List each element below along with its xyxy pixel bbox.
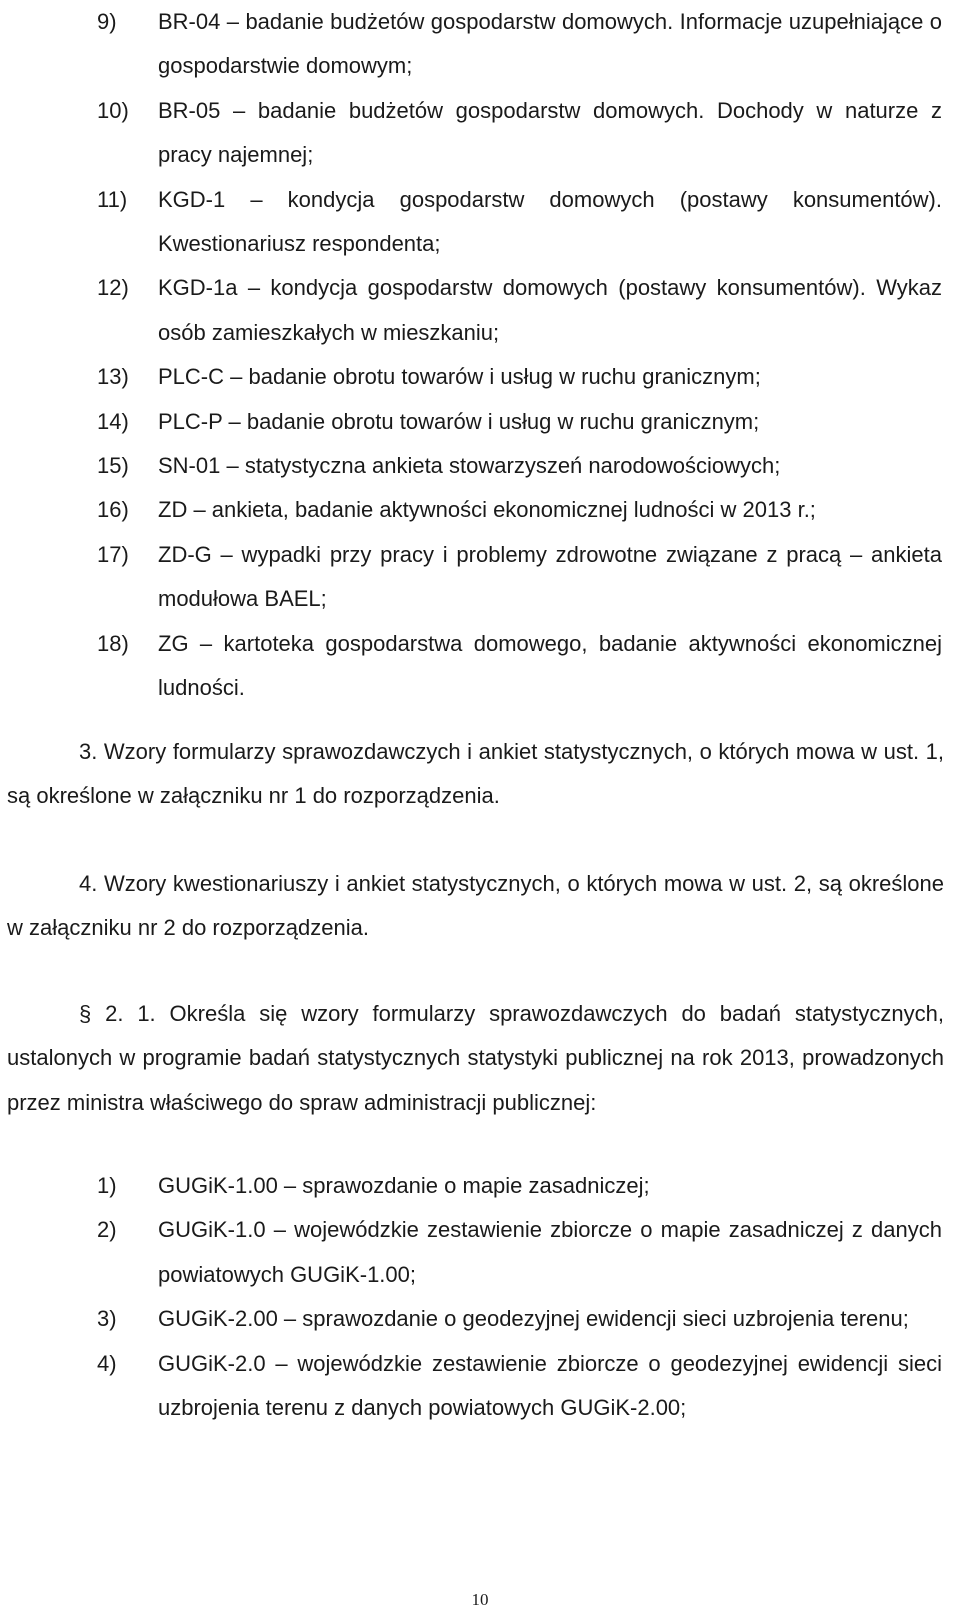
list-item-number: 13) [97, 364, 129, 390]
paragraph-4: 4. Wzory kwestionariuszy i ankiet statystycznych, o których mowa w ust. 2, są określone w załączniku nr 2 do rozporządzenia. [7, 871, 944, 941]
list-item-number: 2) [97, 1217, 117, 1243]
list-item [0, 1164, 942, 1208]
list-item-text: PLC-P – badanie obrotu towarów i usług w ruchu granicznym; [158, 408, 760, 434]
list-item [0, 178, 942, 267]
list-item [0, 355, 942, 399]
list-item-number: 10) [97, 97, 129, 123]
list-item [0, 1208, 942, 1297]
list-item [0, 89, 942, 178]
list-item [0, 488, 942, 532]
list-item-number: 17) [97, 541, 129, 567]
section-2-paragraph: § 2. 1. Określa się wzory formularzy sprawozdawczych do badań statystycznych, ustalonych w programie badań statystycznych statystyki publicznej na rok 2013, prowadzonych przez ministra właściwego do spraw administracji publicznej: [7, 1001, 944, 1115]
form-list-section-2 [0, 1164, 960, 1430]
list-item-text: ZD-G – wypadki przy pracy i problemy zdrowotne związane z pracą – ankieta modułowa BAEL; [158, 541, 942, 612]
paragraph-3: 3. Wzory formularzy sprawozdawczych i ankiet statystycznych, o których mowa w ust. 1, są określone w załączniku nr 1 do rozporządzenia. [7, 739, 944, 809]
list-item-text: BR-04 – badanie budżetów gospodarstw domowych. Informacje uzupełniające o gospodarstwie domowym; [158, 9, 942, 79]
form-list-continued [0, 0, 960, 711]
list-item-number: 14) [97, 408, 129, 434]
page-number: 10 [471, 1590, 489, 1609]
list-item-text: GUGiK-1.0 – wojewódzkie zestawienie zbiorcze o mapie zasadniczej z danych powiatowych GUGiK-1.00; [158, 1217, 942, 1287]
list-item [0, 1297, 942, 1341]
list-item-number: 18) [97, 630, 129, 656]
list-item-text: ZD – ankieta, badanie aktywności ekonomicznej ludności w 2013 r.; [158, 497, 816, 523]
list-item-text: GUGiK-1.00 – sprawozdanie o mapie zasadniczej; [158, 1173, 650, 1198]
list-item-text: KGD-1a – kondycja gospodarstw domowych (postawy konsumentów). Wykaz osób zamieszkałych w mieszkaniu; [158, 275, 942, 345]
list-item-text: GUGiK-2.0 – wojewódzkie zestawienie zbiorcze o geodezyjnej ewidencji sieci uzbrojenia terenu z danych powiatowych GUGiK-2.00; [158, 1350, 942, 1421]
list-item-text: PLC-C – badanie obrotu towarów i usług w ruchu granicznym; [158, 364, 761, 390]
list-item-number: 11) [97, 186, 128, 212]
list-item-number: 4) [97, 1350, 117, 1376]
list-item-text: KGD-1 – kondycja gospodarstw domowych (postawy konsumentów). Kwestionariusz respondenta; [158, 186, 942, 257]
list-item-number: 9) [97, 9, 117, 34]
list-item-number: 12) [97, 275, 129, 301]
list-item [0, 622, 942, 711]
list-item [0, 400, 942, 444]
list-item [0, 533, 942, 622]
list-item-number: 15) [97, 453, 129, 479]
list-item-text: ZG – kartoteka gospodarstwa domowego, badanie aktywności ekonomicznej ludności. [158, 630, 942, 701]
list-item-text: SN-01 – statystyczna ankieta stowarzyszeń narodowościowych; [158, 453, 781, 479]
list-item-text: BR-05 – badanie budżetów gospodarstw domowych. Dochody w naturze z pracy najemnej; [158, 97, 942, 168]
list-item-number: 3) [97, 1306, 117, 1332]
list-item-text: GUGiK-2.00 – sprawozdanie o geodezyjnej ewidencji sieci uzbrojenia terenu; [158, 1306, 909, 1332]
list-item [0, 266, 942, 355]
list-item [0, 444, 942, 488]
list-item-number: 16) [97, 497, 129, 523]
list-item-number: 1) [97, 1173, 117, 1198]
list-item [0, 1342, 942, 1431]
list-item [0, 0, 942, 89]
